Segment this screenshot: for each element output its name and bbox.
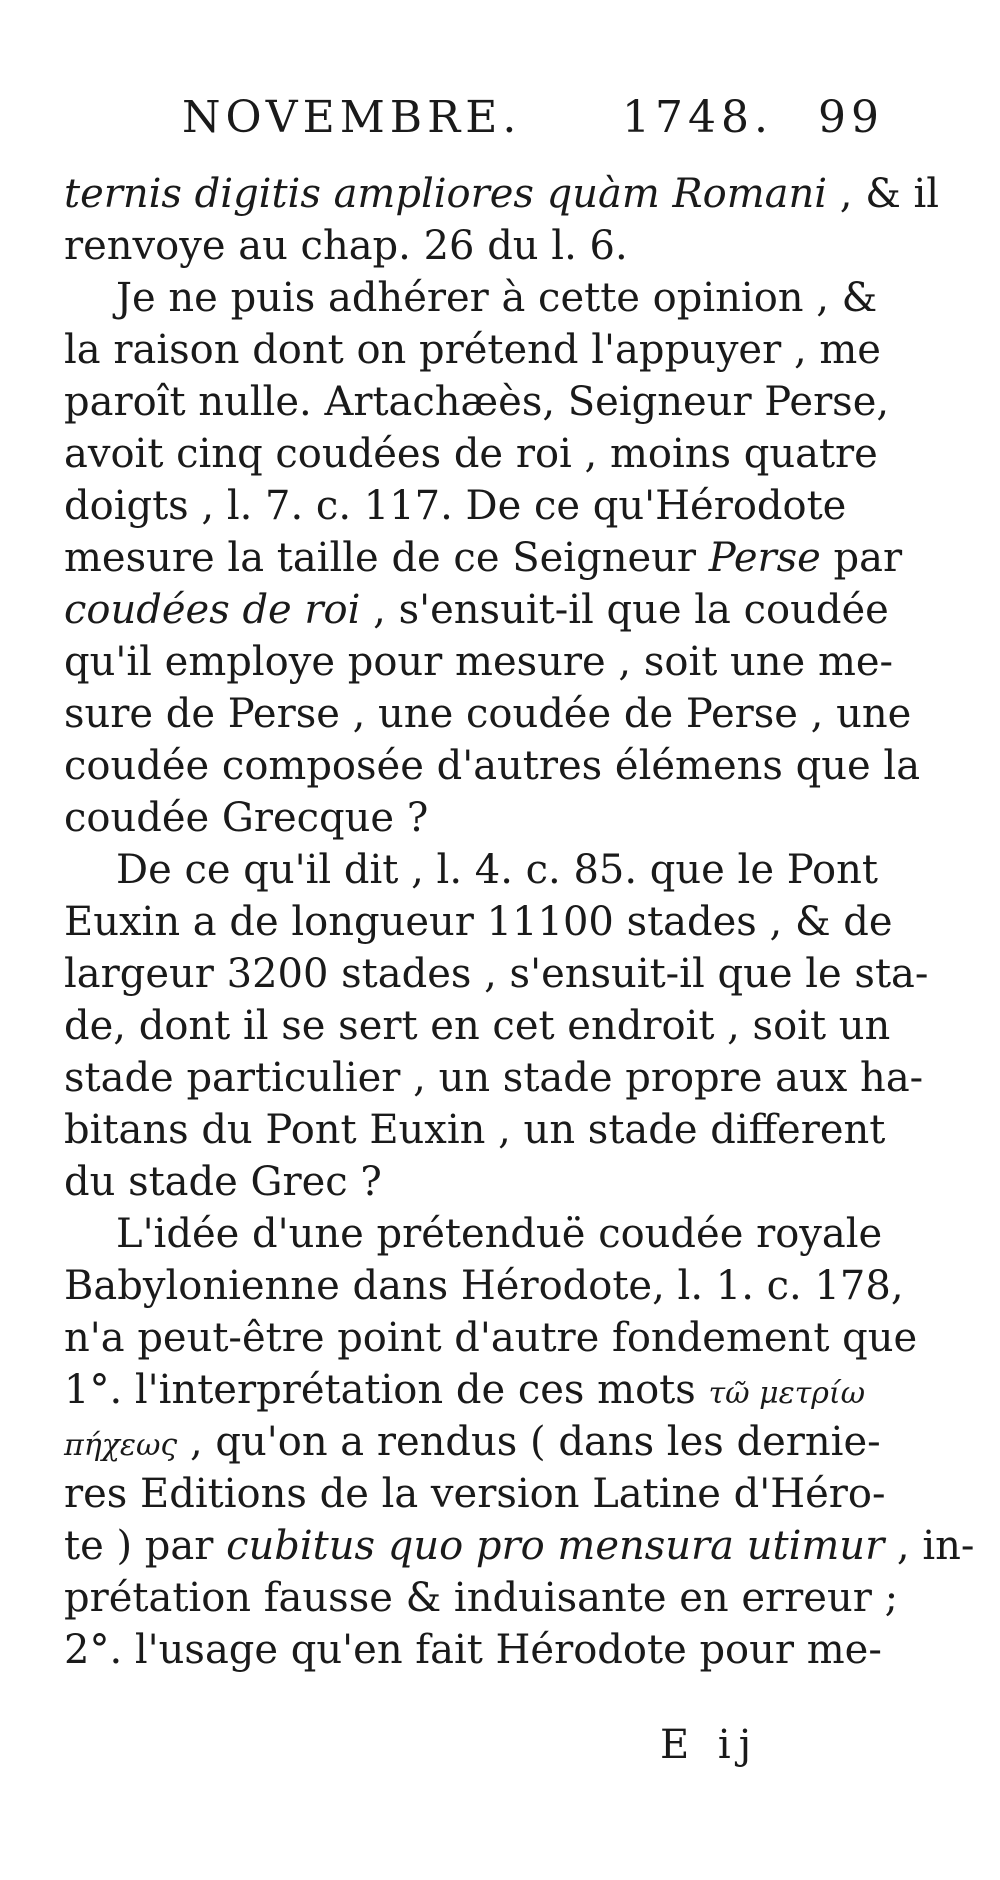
- text-segment: Je ne puis adhérer à cette opinion , &: [116, 275, 878, 321]
- text-line: [64, 844, 888, 896]
- text-segment: bitans du Pont Euxin , un stade different: [64, 1107, 886, 1153]
- text-line: [64, 1624, 888, 1676]
- text-segment: 1°. l'interprétation de ces mots: [64, 1367, 709, 1413]
- text-segment: avoit cinq coudées de roi , moins quatre: [64, 431, 878, 477]
- text-segment: mesure la taille de ce Seigneur: [64, 535, 709, 581]
- text-line: [64, 1000, 891, 1052]
- text-segment: , qu'on a rendus ( dans les dernie-: [177, 1419, 881, 1465]
- paragraph: [64, 844, 929, 1208]
- text-line: [64, 1260, 904, 1312]
- greek-text: πήχεως: [64, 1428, 178, 1463]
- text-line: [64, 792, 888, 844]
- text-line: [64, 220, 888, 272]
- text-line: [64, 532, 903, 584]
- text-segment: de, dont il se sert en cet endroit , soit un: [64, 1003, 891, 1049]
- text-line: [64, 1520, 975, 1572]
- text-segment: paroît nulle. Artachæès, Seigneur Perse,: [64, 379, 890, 425]
- text-line: [64, 948, 929, 1000]
- text-line: [64, 1312, 918, 1364]
- running-header: [182, 92, 902, 152]
- body-text: [64, 168, 975, 1676]
- text-line: [64, 480, 888, 532]
- text-segment: 2°. l'usage qu'en fait Hérodote pour me-: [64, 1627, 882, 1673]
- italic-text: ternis digitis ampliores quàm Romani: [64, 171, 828, 217]
- text-segment: par: [820, 535, 903, 581]
- text-line: [64, 896, 893, 948]
- text-line: [64, 324, 888, 376]
- text-segment: la raison dont on prétend l'appuyer , me: [64, 327, 881, 373]
- text-segment: sure de Perse , une coudée de Perse , une: [64, 691, 912, 737]
- text-segment: stade particulier , un stade propre aux ha-: [64, 1055, 924, 1101]
- text-segment: Babylonienne dans Hérodote, l. 1. c. 178,: [64, 1263, 904, 1309]
- text-line: [64, 376, 888, 428]
- text-segment: , & il: [827, 171, 940, 217]
- text-segment: renvoye au chap. 26 du l. 6.: [64, 223, 628, 269]
- text-line: [64, 584, 888, 636]
- text-segment: qu'il employe pour mesure , soit une me-: [64, 639, 894, 685]
- text-segment: coudée Grecque ?: [64, 795, 429, 841]
- text-line: [64, 1468, 888, 1520]
- text-line: [64, 740, 921, 792]
- page-number: 99: [818, 92, 884, 143]
- italic-text: cubitus quo pro mensura utimur: [226, 1523, 885, 1569]
- text-line: [64, 688, 912, 740]
- header-month: NOVEMBRE.: [182, 92, 522, 143]
- paragraph: [64, 168, 940, 272]
- text-line: [64, 1572, 899, 1624]
- text-segment: res Editions de la version Latine d'Héro-: [64, 1471, 886, 1517]
- text-segment: doigts , l. 7. c. 117. De ce qu'Hérodote: [64, 483, 847, 529]
- greek-text: τῶ μετρίω: [708, 1376, 866, 1411]
- paragraph: [64, 272, 921, 844]
- text-line: [64, 636, 894, 688]
- text-line: [64, 1156, 888, 1208]
- text-line: [64, 428, 888, 480]
- paragraph: [64, 1208, 975, 1676]
- signature-mark: E ij: [660, 1722, 760, 1768]
- text-segment: largeur 3200 stades , s'ensuit-il que le sta-: [64, 951, 929, 997]
- text-segment: , s'ensuit-il que la coudée: [360, 587, 889, 633]
- italic-text: coudées de roi: [64, 587, 361, 633]
- text-segment: coudée composée d'autres élémens que la: [64, 743, 921, 789]
- text-segment: te ) par: [64, 1523, 227, 1569]
- text-segment: prétation fausse & induisante en erreur ;: [64, 1575, 899, 1621]
- text-segment: du stade Grec ?: [64, 1159, 382, 1205]
- italic-text: Perse: [708, 535, 821, 581]
- text-line: [64, 1364, 888, 1416]
- text-segment: n'a peut-être point d'autre fondement que: [64, 1315, 918, 1361]
- text-line: [64, 168, 940, 220]
- text-line: [64, 1104, 888, 1156]
- text-line: [64, 1416, 888, 1468]
- text-segment: , in-: [884, 1523, 975, 1569]
- text-line: [64, 1208, 888, 1260]
- header-year: 1748.: [622, 92, 773, 143]
- text-line: [64, 1052, 924, 1104]
- text-segment: De ce qu'il dit , l. 4. c. 85. que le Pont: [116, 847, 878, 893]
- text-segment: Euxin a de longueur 11100 stades , & de: [64, 899, 893, 945]
- text-line: [64, 272, 888, 324]
- text-segment: L'idée d'une prétenduë coudée royale: [116, 1211, 883, 1257]
